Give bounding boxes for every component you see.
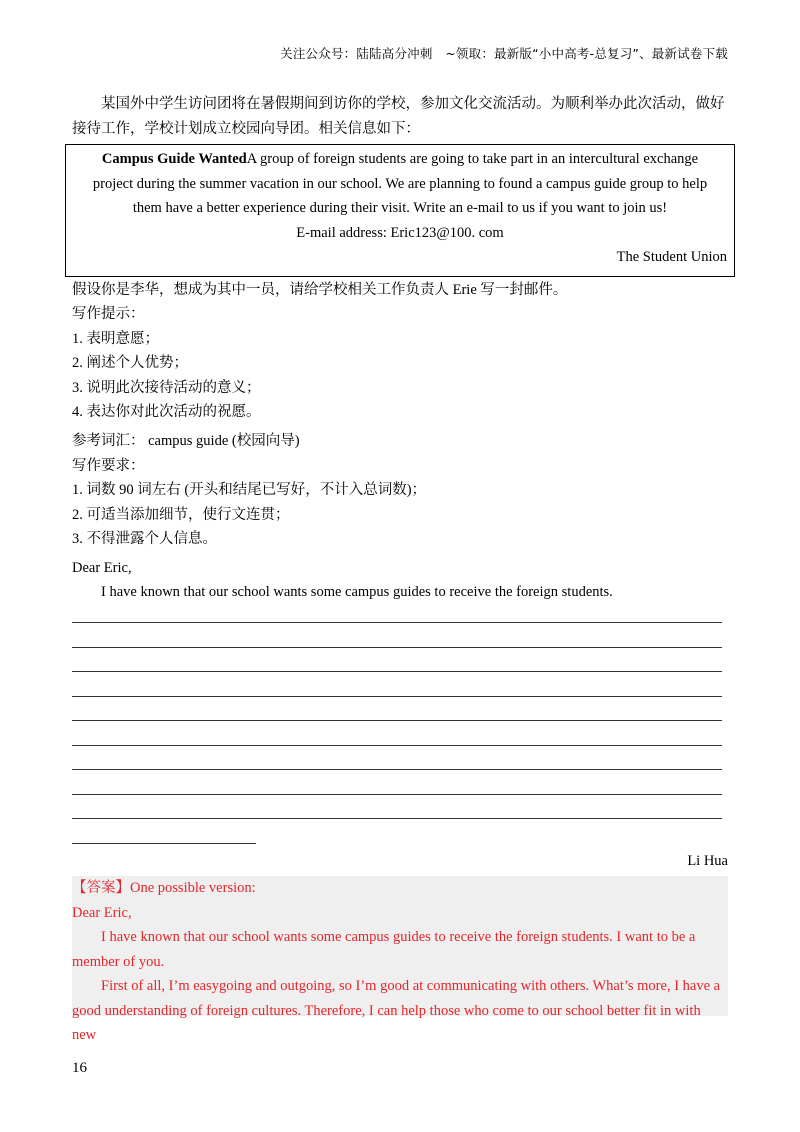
notice-signature: The Student Union <box>616 249 727 265</box>
writing-line <box>72 696 722 697</box>
closing-name: Li Hua <box>687 853 728 869</box>
writing-line <box>72 671 722 672</box>
answer-label: 【答案】One possible version: <box>72 880 256 896</box>
writing-line <box>72 794 722 795</box>
notice-box <box>65 144 735 277</box>
hint-item: 4. 表达你对此次活动的祝愿。 <box>72 404 261 420</box>
requirement-item: 3. 不得泄露个人信息。 <box>72 531 217 547</box>
opening-sentence: I have known that our school wants some campus guides to receive the foreign students. <box>101 584 613 600</box>
page-number: 16 <box>72 1060 87 1076</box>
writing-line <box>72 647 722 648</box>
answer-section <box>72 876 728 1043</box>
writing-line <box>72 720 722 721</box>
intro-paragraph: 某国外中学生访问团将在暑假期间到访你的学校，参加文化交流活动。为顺利举办此次活动，做好接待工作，学校计划成立校园向导团。相关信息如下： <box>72 96 725 137</box>
requirements-title: 写作要求： <box>72 458 145 474</box>
requirement-item: 1. 词数 90 词左右 (开头和结尾已写好，不计入总词数)； <box>72 482 427 498</box>
writing-line <box>72 622 722 623</box>
hint-item: 2. 阐述个人优势； <box>72 355 188 371</box>
notice-title: Campus Guide Wanted <box>101 151 247 167</box>
notice-text: A group of foreign students are going to take part in an intercultural exchange project during the summer vacation in our school. We are planning to found a campus guide group to help them have a better experience during their visit. Write an e-mail to us if you want to join us! <box>92 151 708 216</box>
page-header: 关注公众号：陆陆高分冲刺 ~领取：最新版“小中高考-总复习”、最新试卷下载 <box>280 46 728 61</box>
requirement-item: 2. 可适当添加细节，使行文连贯； <box>72 507 290 523</box>
answer-paragraph: First of all, I’m easygoing and outgoing, so I’m good at communicating with others. What’s more, I have a good understanding of foreign cultures. Therefore, I can help those who come to our school better fit in with new <box>72 978 721 1043</box>
answer-salutation: Dear Eric, <box>72 904 132 921</box>
salutation: Dear Eric, <box>72 560 132 576</box>
vocab-line: 参考词汇： campus guide (校园向导) <box>72 433 300 449</box>
notice-body <box>66 145 734 221</box>
writing-line <box>72 818 722 819</box>
writing-line <box>72 745 722 746</box>
task-instruction: 假设你是李华，想成为其中一员，请给学校相关工作负责人 Erie 写一封邮件。 <box>72 282 568 298</box>
hint-item: 1. 表明意愿； <box>72 331 159 347</box>
notice-email: E-mail address: Eric123@100. com <box>296 224 504 241</box>
hint-item: 3. 说明此次接待活动的意义； <box>72 380 261 396</box>
hints-title: 写作提示： <box>72 306 145 322</box>
writing-line <box>72 843 256 844</box>
writing-line <box>72 769 722 770</box>
answer-paragraph: I have known that our school wants some campus guides to receive the foreign students. I want to be a member of you. <box>72 929 696 970</box>
